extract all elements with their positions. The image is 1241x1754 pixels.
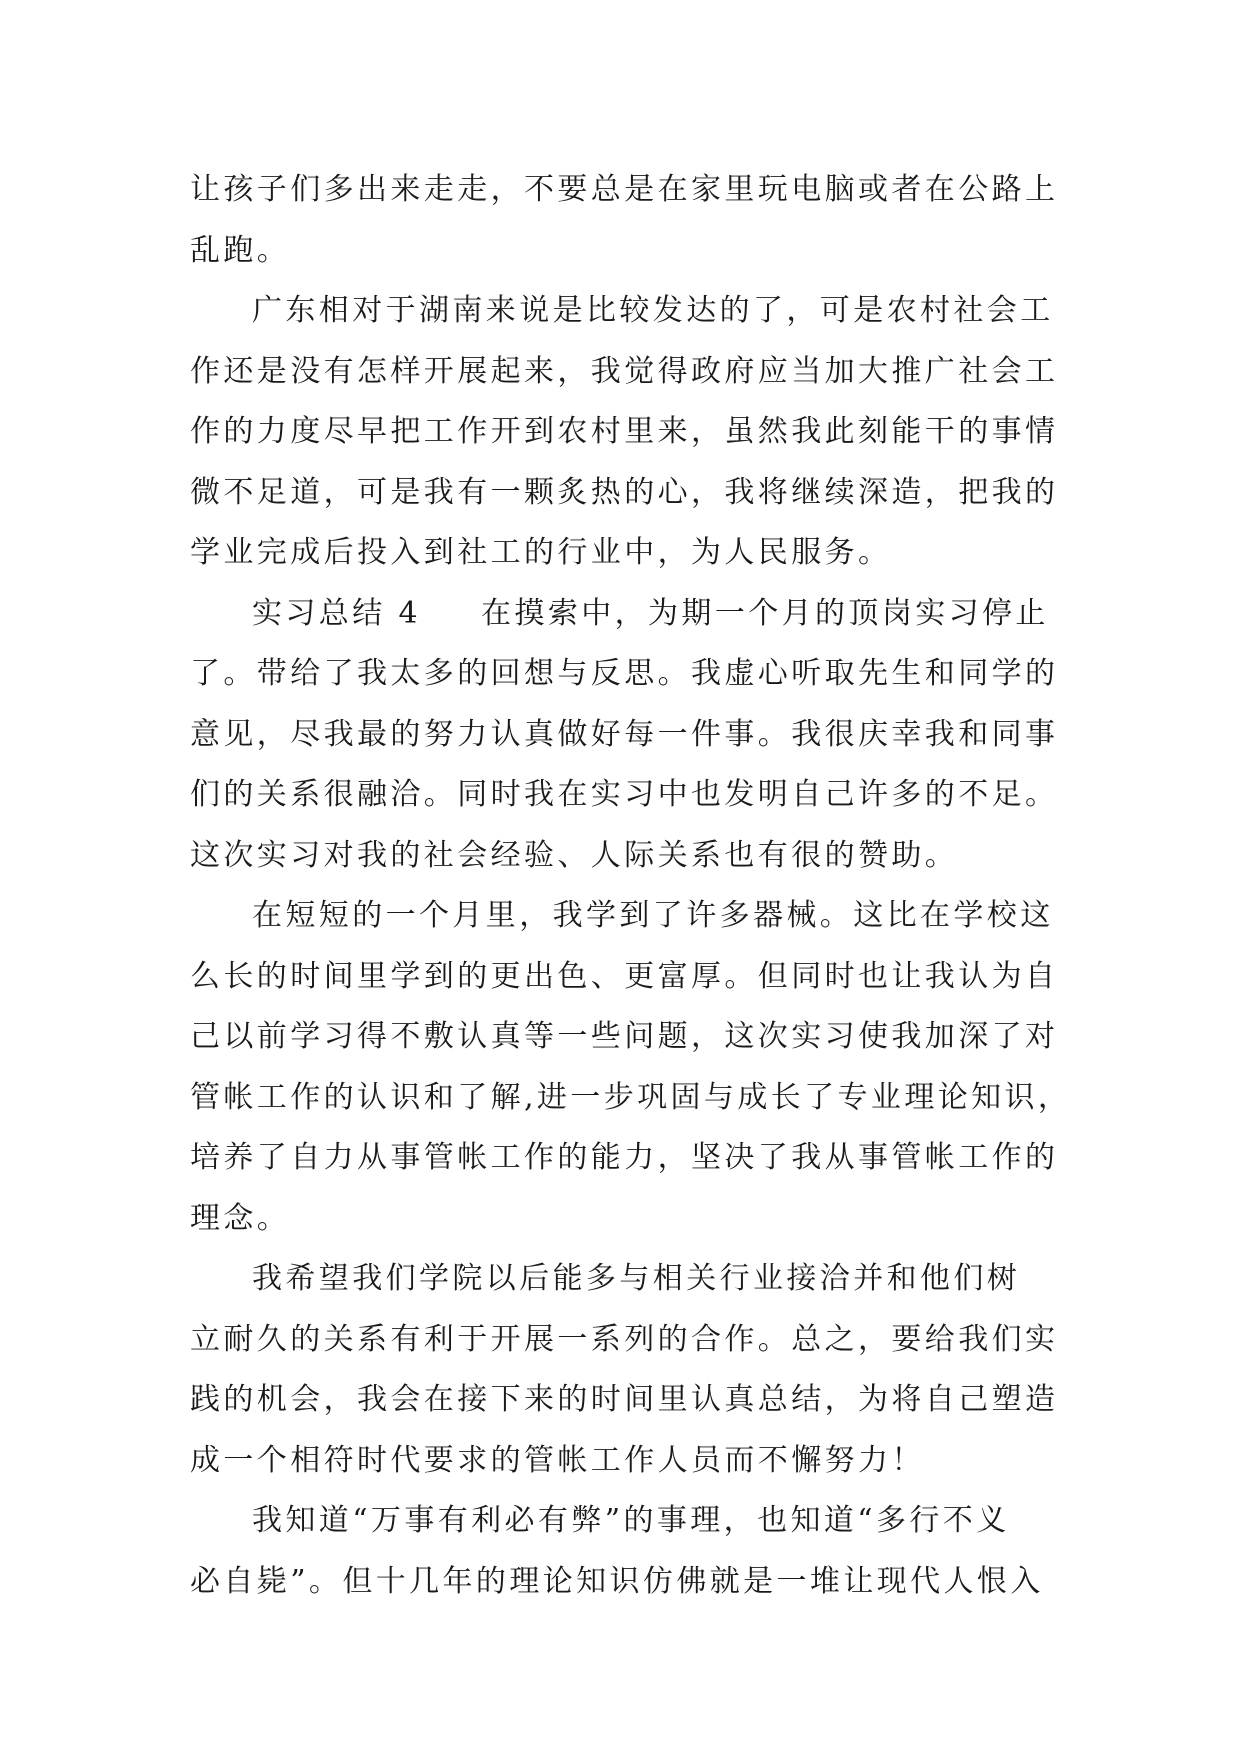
text-line: 立耐久的关系有利于开展一系列的合作。总之，要给我们实 bbox=[190, 1321, 1059, 1357]
text-line: 管帐工作的认识和了解,进一步巩固与成长了专业理论知识， bbox=[190, 1079, 1072, 1115]
text-line: 理念。 bbox=[190, 1200, 291, 1236]
paragraph-start-line: 在短短的一个月里，我学到了许多器械。这比在学校这 bbox=[252, 898, 1054, 933]
text-line: 乱跑。 bbox=[190, 232, 291, 268]
body-text bbox=[190, 160, 1070, 1612]
section-heading-line bbox=[190, 584, 1070, 645]
paragraph-start-line: 我知道“万事有利必有弊”的事理，也知道“多行不义 bbox=[252, 1503, 1010, 1538]
text-line: 么长的时间里学到的更出色、更富厚。但同时也让我认为自 bbox=[190, 958, 1059, 994]
text-line: 这次实习对我的社会经验、人际关系也有很的赞助。 bbox=[190, 837, 959, 873]
text-line: 们的关系很融洽。同时我在实习中也发明自己许多的不足。 bbox=[190, 777, 1059, 812]
section-heading: 实习总结 4 bbox=[252, 595, 422, 631]
text-line: 己以前学习得不敷认真等一些问题，这次实习使我加深了对 bbox=[190, 1019, 1059, 1054]
paragraph-start-line: 广东相对于湖南来说是比较发达的了，可是农村社会工 bbox=[252, 293, 1054, 328]
text-line: 让孩子们多出来走走，不要总是在家里玩电脑或者在公路上 bbox=[190, 172, 1059, 207]
text-line: 作的力度尽早把工作开到农村里来，虽然我此刻能干的事情 bbox=[190, 414, 1059, 449]
paragraph-start-line: 我希望我们学院以后能多与相关行业接洽并和他们树 bbox=[252, 1261, 1021, 1296]
text-line: 意见，尽我最的努力认真做好每一件事。我很庆幸我和同事 bbox=[190, 716, 1059, 752]
text-line: 学业完成后投入到社工的行业中，为人民服务。 bbox=[190, 535, 892, 570]
text-line: 培养了自力从事管帐工作的能力，坚决了我从事管帐工作的 bbox=[190, 1140, 1059, 1175]
section-first-sentence: 在摸索中，为期一个月的顶岗实习停止 bbox=[481, 595, 1049, 631]
text-line: 必自毙”。但十几年的理论知识仿佛就是一堆让现代人恨入 bbox=[190, 1563, 1044, 1599]
text-line: 成一个相符时代要求的管帐工作人员而不懈努力！ bbox=[190, 1442, 925, 1478]
text-line: 践的机会，我会在接下来的时间里认真总结，为将自己塑造 bbox=[190, 1382, 1059, 1417]
text-line: 了。带给了我太多的回想与反思。我虚心听取先生和同学的 bbox=[190, 656, 1059, 691]
text-line: 作还是没有怎样开展起来，我觉得政府应当加大推广社会工 bbox=[190, 353, 1059, 389]
text-line: 微不足道，可是我有一颗炙热的心，我将继续深造，把我的 bbox=[190, 474, 1059, 510]
